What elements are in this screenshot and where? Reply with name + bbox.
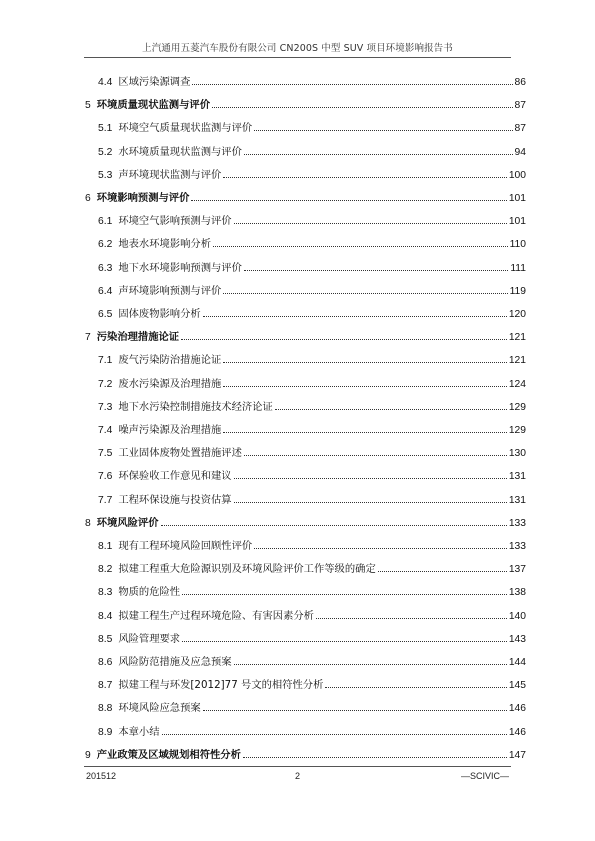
toc-section-entry[interactable]	[85, 606, 526, 622]
toc-chapter-entry[interactable]	[85, 513, 526, 529]
footer-page-number: 2	[294, 771, 300, 781]
toc-entry-number: 7.1	[98, 355, 113, 367]
toc-entry-page: 100	[508, 169, 526, 181]
toc-leader-dots	[254, 129, 512, 131]
toc-entry-number: 6.4	[98, 285, 113, 297]
toc-entry-number: 7.7	[98, 494, 113, 506]
toc-entry-title: 声环境现状监测与评价	[118, 168, 222, 181]
toc-section-entry[interactable]	[85, 582, 526, 598]
toc-entry-number: 8.7	[98, 680, 113, 692]
toc-entry-page: 121	[508, 355, 526, 367]
toc-entry-title: 水环境质量现状监测与评价	[118, 145, 242, 158]
toc-chapter-entry[interactable]	[85, 327, 526, 343]
toc-entry-number: 8.1	[98, 541, 113, 552]
toc-entry-page: 101	[508, 193, 526, 204]
toc-entry-number: 7.2	[98, 378, 113, 390]
toc-leader-dots	[254, 547, 507, 549]
toc-leader-dots	[234, 663, 507, 665]
toc-leader-dots	[234, 222, 507, 224]
toc-entry-page: 133	[508, 541, 526, 552]
toc-entry-title: 现有工程环境风险回顾性评价	[118, 540, 253, 552]
toc-entry-title: 噪声污染源及治理措施	[118, 424, 222, 436]
toc-leader-dots	[223, 176, 507, 178]
toc-entry-page: 131	[508, 494, 526, 506]
toc-section-entry[interactable]	[85, 652, 526, 668]
toc-entry-number: 8.2	[98, 564, 113, 576]
toc-entry-number: 6.3	[98, 262, 113, 274]
toc-entry-title: 环保验收工作意见和建议	[118, 470, 232, 483]
toc-entry-title: 环境空气影响预测与评价	[118, 215, 232, 228]
toc-entry-title: 拟建工程与环发[2012]77 号文的相符性分析	[118, 679, 324, 692]
toc-entry-title: 拟建工程生产过程环境危险、有害因素分析	[118, 609, 314, 622]
toc-section-entry[interactable]	[85, 397, 526, 413]
toc-entry-number: 8	[85, 517, 91, 529]
toc-section-entry[interactable]	[85, 72, 526, 88]
toc-leader-dots	[203, 709, 507, 711]
toc-section-entry[interactable]	[85, 466, 526, 482]
toc-entry-title: 拟建工程重大危险源识别及环境风险评价工作等级的确定	[118, 563, 376, 576]
toc-entry-title: 区域污染源调查	[118, 76, 191, 88]
toc-section-entry[interactable]	[85, 142, 526, 158]
toc-entry-title: 物质的危险性	[118, 586, 181, 599]
toc-entry-page: 140	[508, 610, 526, 622]
toc-leader-dots	[223, 292, 507, 294]
toc-entry-page: 146	[508, 726, 526, 738]
toc-entry-number: 8.9	[98, 726, 113, 738]
toc-leader-dots	[275, 408, 507, 410]
toc-entry-page: 131	[508, 471, 526, 483]
toc-section-entry[interactable]	[85, 118, 526, 134]
toc-entry-page: 111	[510, 262, 526, 274]
header-divider	[84, 57, 511, 58]
toc-entry-number: 7.3	[98, 401, 113, 413]
toc-leader-dots	[223, 431, 507, 433]
toc-leader-dots	[244, 454, 507, 456]
toc-entry-page: 146	[508, 703, 526, 715]
toc-leader-dots	[161, 524, 507, 526]
toc-entry-number: 8.6	[98, 657, 113, 668]
toc-section-entry[interactable]	[85, 234, 526, 250]
footer-brand: —SCIVIC—	[460, 771, 509, 781]
toc-entry-title: 污染治理措施论证	[96, 331, 180, 344]
toc-leader-dots	[316, 617, 507, 619]
toc-leader-dots	[182, 593, 507, 595]
toc-entry-number: 5.3	[98, 169, 113, 181]
toc-section-entry[interactable]	[85, 722, 526, 738]
toc-entry-number: 7.4	[98, 425, 113, 436]
toc-section-entry[interactable]	[85, 165, 526, 181]
toc-entry-title: 产业政策及区域规划相符性分析	[96, 748, 241, 761]
toc-entry-number: 7.6	[98, 471, 113, 483]
toc-chapter-entry[interactable]	[85, 745, 526, 761]
toc-section-entry[interactable]	[85, 281, 526, 297]
toc-entry-number: 8.5	[98, 633, 113, 645]
toc-chapter-entry[interactable]	[85, 188, 526, 204]
toc-entry-title: 环境空气质量现状监测与评价	[118, 122, 253, 135]
toc-entry-title: 风险管理要求	[118, 632, 181, 645]
toc-entry-page: 86	[514, 77, 526, 88]
toc-leader-dots	[191, 199, 506, 201]
toc-leader-dots	[244, 153, 513, 155]
toc-entry-number: 6.5	[98, 309, 113, 320]
toc-entry-page: 143	[508, 633, 526, 645]
toc-entry-page: 110	[509, 239, 526, 251]
toc-entry-number: 6.2	[98, 239, 113, 251]
toc-section-entry[interactable]	[85, 675, 526, 691]
toc-entry-title: 声环境影响预测与评价	[118, 284, 222, 297]
toc-leader-dots	[234, 501, 507, 503]
toc-entry-title: 地下水污染控制措施技术经济论证	[118, 400, 273, 413]
toc-entry-page: 119	[509, 285, 526, 297]
toc-entry-page: 124	[508, 378, 526, 390]
toc-leader-dots	[162, 733, 507, 735]
toc-entry-title: 风险防范措施及应急预案	[118, 656, 232, 668]
toc-leader-dots	[203, 315, 507, 317]
toc-section-entry[interactable]	[85, 443, 526, 459]
toc-entry-title: 环境风险应急预案	[118, 702, 201, 715]
toc-section-entry[interactable]	[85, 374, 526, 390]
toc-entry-title: 地表水环境影响分析	[118, 238, 211, 251]
toc-leader-dots	[325, 686, 506, 688]
toc-entry-page: 87	[514, 123, 526, 135]
toc-entry-page: 120	[508, 309, 526, 320]
toc-section-entry[interactable]	[85, 350, 526, 366]
toc-entry-number: 7	[85, 332, 91, 344]
toc-leader-dots	[212, 106, 513, 108]
toc-leader-dots	[181, 338, 507, 340]
toc-leader-dots	[192, 83, 512, 85]
toc-leader-dots	[223, 385, 507, 387]
toc-entry-page: 145	[508, 680, 526, 692]
toc-section-entry[interactable]	[85, 559, 526, 575]
toc-entry-title: 环境影响预测与评价	[96, 192, 190, 204]
toc-chapter-entry[interactable]	[85, 95, 526, 111]
toc-entry-page: 129	[508, 401, 526, 413]
footer-divider	[84, 766, 511, 767]
toc-entry-title: 本章小结	[118, 725, 160, 738]
toc-section-entry[interactable]	[85, 629, 526, 645]
toc-section-entry[interactable]	[85, 536, 526, 552]
toc-entry-number: 8.4	[98, 610, 113, 622]
toc-section-entry[interactable]	[85, 698, 526, 714]
toc-entry-number: 8.3	[98, 587, 113, 599]
toc-entry-number: 8.8	[98, 703, 113, 715]
toc-entry-title: 废水污染源及治理措施	[118, 377, 222, 390]
toc-entry-page: 138	[508, 587, 526, 599]
toc-section-entry[interactable]	[85, 420, 526, 436]
toc-section-entry[interactable]	[85, 211, 526, 227]
footer-date: 201512	[86, 771, 117, 781]
toc-entry-title: 固体废物影响分析	[118, 308, 201, 320]
toc-leader-dots	[243, 756, 507, 758]
toc-entry-number: 4.4	[98, 77, 113, 88]
page-header: 上汽通用五菱汽车股份有限公司 CN200S 中型 SUV 项目环境影响报告书	[142, 43, 453, 54]
toc-entry-number: 5	[85, 100, 91, 112]
toc-entry-title: 环境风险评价	[96, 516, 159, 529]
toc-entry-page: 129	[508, 425, 526, 436]
toc-entry-page: 130	[508, 448, 526, 460]
toc-entry-title: 工程环保设施与投资估算	[118, 493, 232, 506]
toc-leader-dots	[234, 477, 507, 479]
toc-section-entry[interactable]	[85, 258, 526, 274]
toc-entry-number: 5.1	[98, 123, 113, 135]
toc-entry-number: 7.5	[98, 448, 113, 460]
toc-entry-number: 6.1	[98, 216, 113, 228]
toc-entry-page: 144	[508, 657, 526, 668]
toc-entry-number: 5.2	[98, 146, 113, 158]
toc-entry-page: 147	[508, 749, 526, 761]
toc-leader-dots	[182, 640, 507, 642]
toc-entry-page: 121	[508, 332, 526, 344]
toc-entry-page: 94	[514, 146, 526, 158]
toc-leader-dots	[223, 361, 507, 363]
toc-entry-title: 废气污染防治措施论证	[118, 354, 222, 367]
toc-entry-page: 101	[508, 216, 526, 228]
toc-section-entry[interactable]	[85, 490, 526, 506]
toc-entry-page: 137	[508, 564, 526, 576]
toc-entry-page: 133	[508, 517, 526, 529]
toc-entry-number: 6	[85, 193, 91, 204]
toc-section-entry[interactable]	[85, 304, 526, 320]
toc-entry-title: 地下水环境影响预测与评价	[118, 261, 242, 274]
toc-entry-number: 9	[85, 749, 91, 761]
toc-leader-dots	[378, 570, 507, 572]
toc-entry-title: 工业固体废物处置措施评述	[118, 447, 242, 460]
toc-leader-dots	[244, 269, 508, 271]
toc-leader-dots	[213, 245, 508, 247]
toc-entry-title: 环境质量现状监测与评价	[96, 99, 210, 112]
toc-entry-page: 87	[514, 100, 526, 112]
